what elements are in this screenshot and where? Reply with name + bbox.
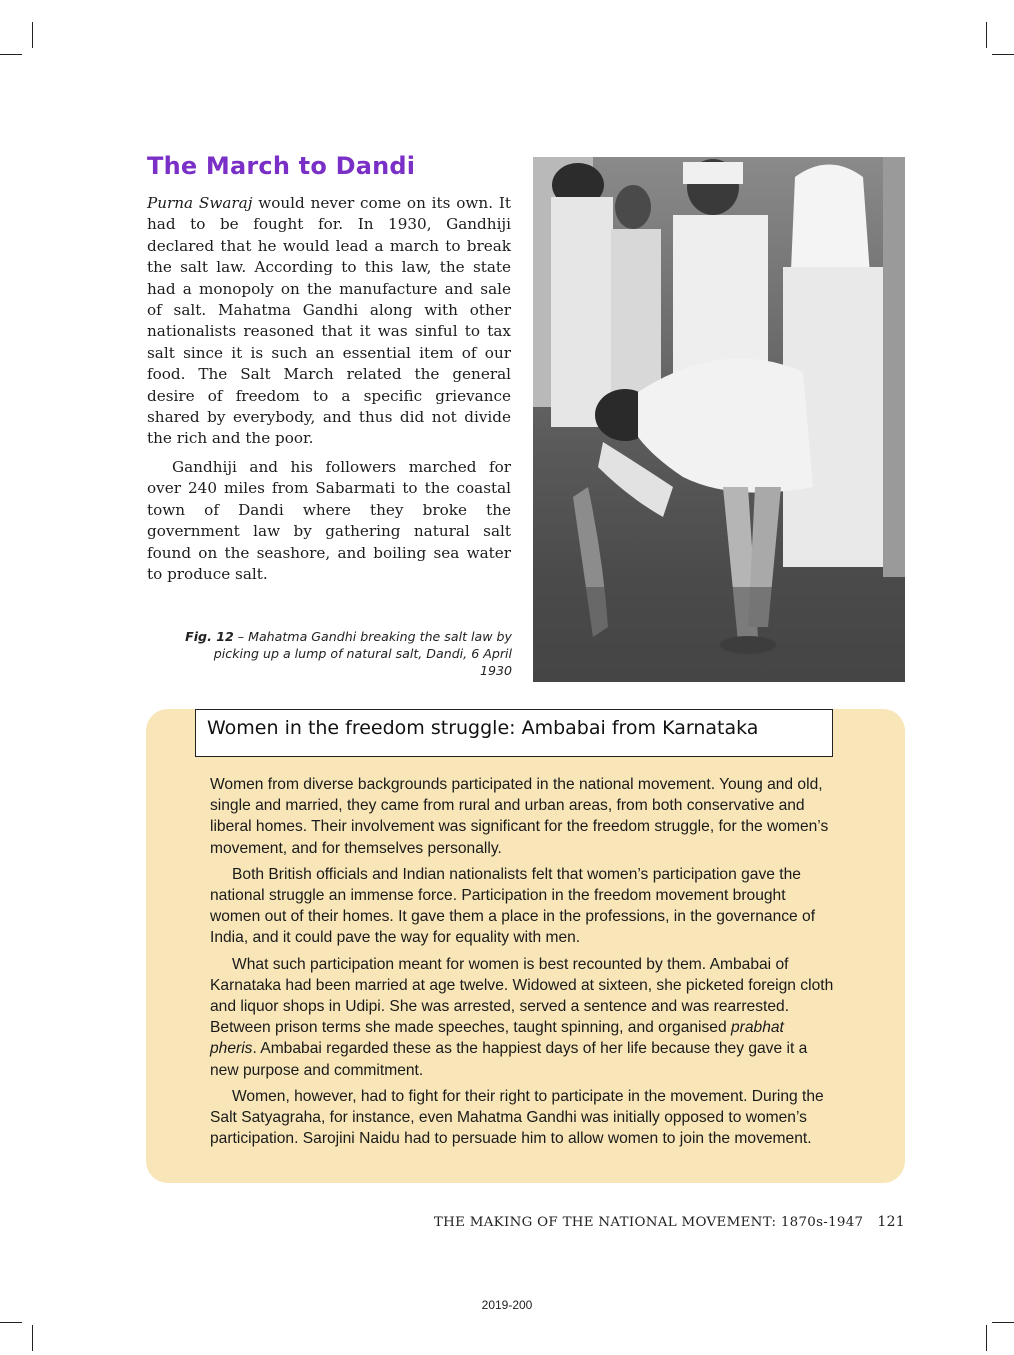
crop-mark [986, 22, 987, 48]
italic-term: Purna Swaraj [147, 194, 253, 212]
page-number: 121 [877, 1214, 905, 1230]
figure-caption [180, 628, 512, 679]
salt-march-photo [533, 157, 905, 682]
crop-mark [32, 1325, 33, 1351]
running-title: THE MAKING OF THE NATIONAL MOVEMENT: 1870s-1947 [433, 1215, 864, 1230]
sidebar-title: Women in the freedom struggle: Ambabai from Karnataka [195, 709, 833, 757]
section-paragraph: Gandhiji and his followers marched for over 240 miles from Sabarmati to the coastal town of Dandi where they broke the government law by gathering natural salt found on the seashore, and boiling sea water to produce salt. [147, 457, 511, 583]
crop-mark [992, 1322, 1014, 1323]
crop-mark [32, 22, 33, 48]
italic-term: prabhat pheris [210, 1019, 784, 1058]
sidebar-body [210, 774, 834, 1154]
paragraph-text: What such participation meant for women is best recounted by them. Ambabai of Karnataka had been married at age twelve. Widowed at sixteen, she picketed foreign cloth and liquor shops in Udipi. She was arrested, served a sentence and was rearrested. Between prison terms she made speeches, taught spinning, and organised [210, 955, 834, 1037]
section-title: The March to Dandi [147, 152, 416, 180]
caption-text: – Mahatma Gandhi breaking the salt law by picking up a lump of natural salt, Dandi, 6 April 1930 [213, 629, 512, 678]
sidebar-paragraph [210, 954, 834, 1081]
sidebar-paragraph: Women, however, had to fight for their right to participate in the movement. During the Salt Satyagraha, for instance, even Mahatma Gandhi was initially opposed to women’s participation. Sarojini Naidu had to persuade him to allow women to join the movement. [210, 1087, 824, 1148]
sidebar-paragraph: Women from diverse backgrounds participated in the national movement. Young and old, single and married, they came from rural and urban areas, from both conservative and liberal homes. Their involvement was significant for the freedom struggle, for the women’s movement, and for themselves personally. [210, 776, 829, 857]
crop-mark [992, 54, 1014, 55]
crop-mark [0, 54, 22, 55]
photo-illustration [533, 157, 905, 682]
section-paragraph [147, 193, 511, 450]
section-body [147, 193, 511, 592]
figure-label: Fig. 12 [185, 629, 234, 644]
sidebar-paragraph: Both British officials and Indian nationalists felt that women’s participation gave the national struggle an immense force. Participation in the freedom movement brought women out of their homes. It gave them a place in the professions, in the governance of India, and it could pave the way for equality with men. [210, 865, 816, 947]
running-footer [300, 1214, 905, 1230]
paragraph-text: would never come on its own. It had to be fought for. In 1930, Gandhiji declared that he would lead a march to break the salt law. According to this law, the state had a monopoly on the manufacture and sale of salt. Mahatma Gandhi along with other nationalists reasoned that it was sinful to tax salt since it is such an essential item of our food. The Salt March related the general desire of freedom to a specific grievance shared by everybody, and thus did not divide the rich and the poor. [147, 194, 511, 448]
crop-mark [986, 1325, 987, 1351]
crop-mark [0, 1322, 22, 1323]
paragraph-text: . Ambabai regarded these as the happiest days of her life because they gave it a new purpose and commitment. [210, 1040, 808, 1079]
print-year: 2019-200 [481, 1298, 533, 1312]
